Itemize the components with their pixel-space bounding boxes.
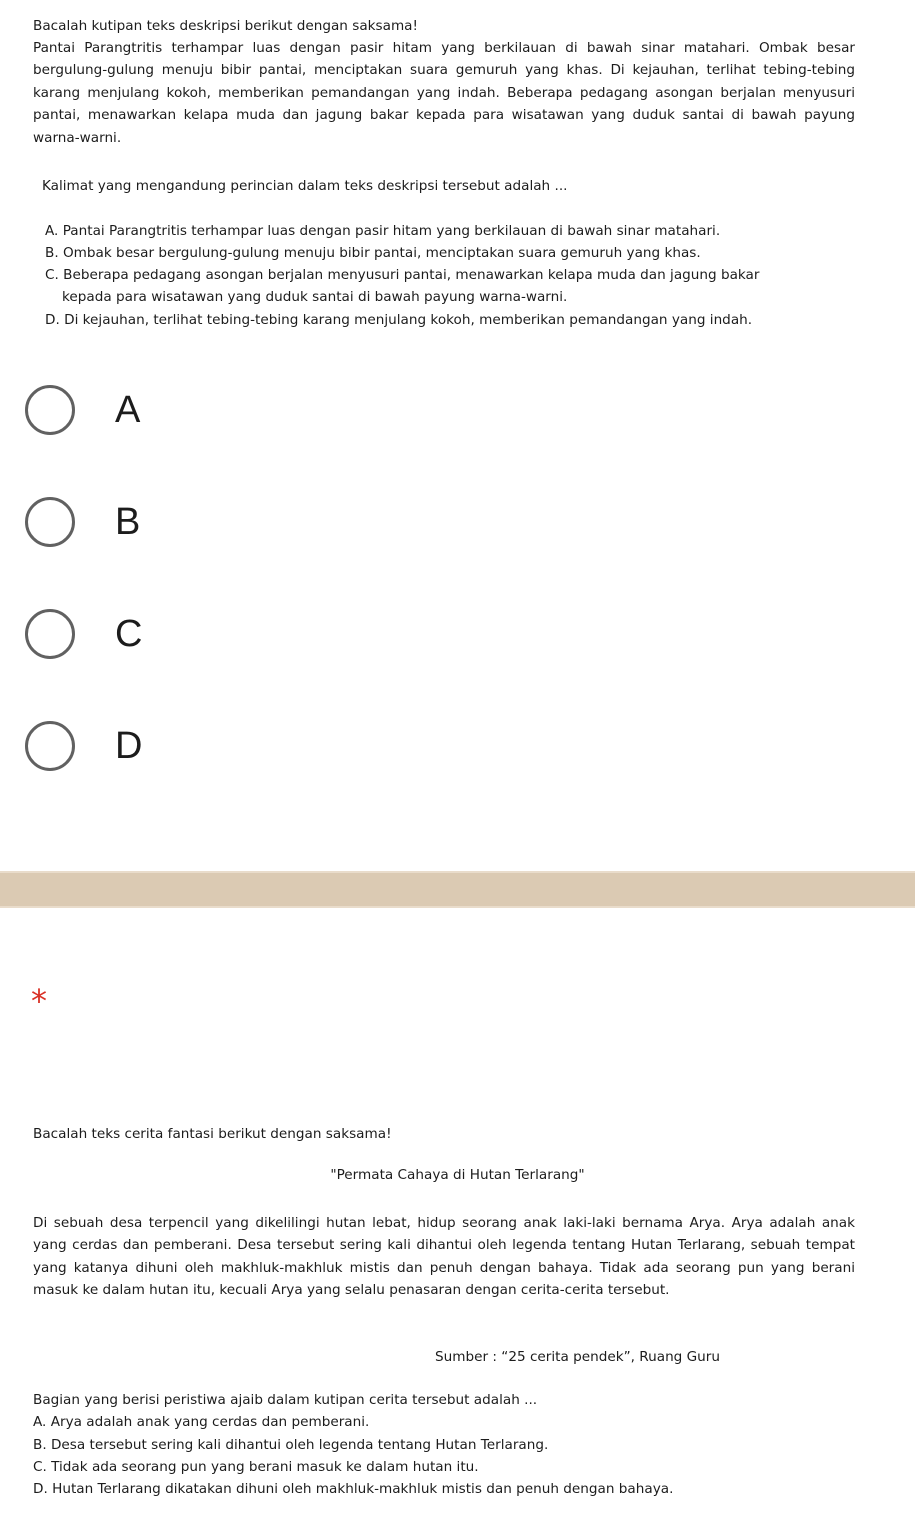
- radio-b[interactable]: [25, 497, 75, 547]
- q1-option-c-text: [45, 264, 825, 309]
- choice-a[interactable]: [25, 385, 325, 439]
- q1-passage: Pantai Parangtritis terhampar luas dengan pasir hitam yang berkilauan di bawah sinar matahari. Ombak besar bergulung-gulung menuju bibir pantai, menciptakan suara gemuruh yang khas. Di kejauhan, terlihat tebing-tebing karang menjulang kokoh, memberikan pemandangan yang indah. Beberapa pedagang asongan berjalan menyusuri pantai, menawarkan kelapa muda dan jagung bakar kepada para wisatawan yang duduk santai di bawah payung warna-warni.: [33, 40, 855, 146]
- q1-prompt: Kalimat yang mengandung perincian dalam teks deskripsi tersebut adalah ...: [42, 178, 568, 194]
- q2-instruction: Bacalah teks cerita fantasi berikut dengan saksama!: [33, 1126, 392, 1142]
- choice-c[interactable]: [25, 609, 325, 663]
- choice-d[interactable]: [25, 721, 325, 775]
- q1-option-c-line1: C. Beberapa pedagang asongan berjalan menyusuri pantai, menawarkan kelapa muda dan jagung bakar: [45, 267, 760, 283]
- choice-b[interactable]: [25, 497, 325, 551]
- radio-a[interactable]: [25, 385, 75, 435]
- q2-option-c: C. Tidak ada seorang pun yang berani masuk ke dalam hutan itu.: [33, 1459, 479, 1475]
- q2-option-d: D. Hutan Terlarang dikatakan dihuni oleh makhluk-makhluk mistis dan penuh dengan bahaya.: [33, 1481, 674, 1497]
- radio-c[interactable]: [25, 609, 75, 659]
- choice-b-label: B: [115, 501, 141, 543]
- choice-d-label: D: [115, 725, 143, 767]
- choice-a-label: A: [115, 389, 141, 431]
- q1-option-a-text: A. Pantai Parangtritis terhampar luas dengan pasir hitam yang berkilauan di bawah sinar matahari.: [45, 223, 721, 239]
- q1-option-b-text: B. Ombak besar bergulung-gulung menuju bibir pantai, menciptakan suara gemuruh yang khas.: [45, 245, 701, 261]
- q2-passage: Di sebuah desa terpencil yang dikelilingi hutan lebat, hidup seorang anak laki-laki bernama Arya. Arya adalah anak yang cerdas dan pemberani. Desa tersebut sering kali dihantui oleh legenda tentang Hutan Terlarang, sebuah tempat yang katanya dihuni oleh makhluk-makhluk mistis dan penuh dengan bahaya. Tidak ada seorang pun yang berani masuk ke dalam hutan itu, kecuali Arya yang selalu penasaran dengan cerita-cerita tersebut.: [33, 1215, 855, 1299]
- required-asterisk: *: [31, 982, 47, 1020]
- q1-option-c-line2: kepada para wisatawan yang duduk santai di bawah payung warna-warni.: [62, 289, 568, 306]
- section-divider: [0, 871, 915, 908]
- radio-d[interactable]: [25, 721, 75, 771]
- q2-story-title: "Permata Cahaya di Hutan Terlarang": [330, 1167, 585, 1183]
- q1-instruction: Bacalah kutipan teks deskripsi berikut dengan saksama!: [33, 18, 418, 34]
- q2-option-b: B. Desa tersebut sering kali dihantui oleh legenda tentang Hutan Terlarang.: [33, 1437, 549, 1453]
- q1-option-d-text: D. Di kejauhan, terlihat tebing-tebing karang menjulang kokoh, memberikan pemandangan yang indah.: [45, 312, 753, 328]
- q2-prompt: Bagian yang berisi peristiwa ajaib dalam kutipan cerita tersebut adalah ...: [33, 1392, 538, 1408]
- q2-source: Sumber : “25 cerita pendek”, Ruang Guru: [435, 1349, 720, 1365]
- q2-option-a: A. Arya adalah anak yang cerdas dan pemberani.: [33, 1414, 370, 1430]
- choice-c-label: C: [115, 613, 143, 655]
